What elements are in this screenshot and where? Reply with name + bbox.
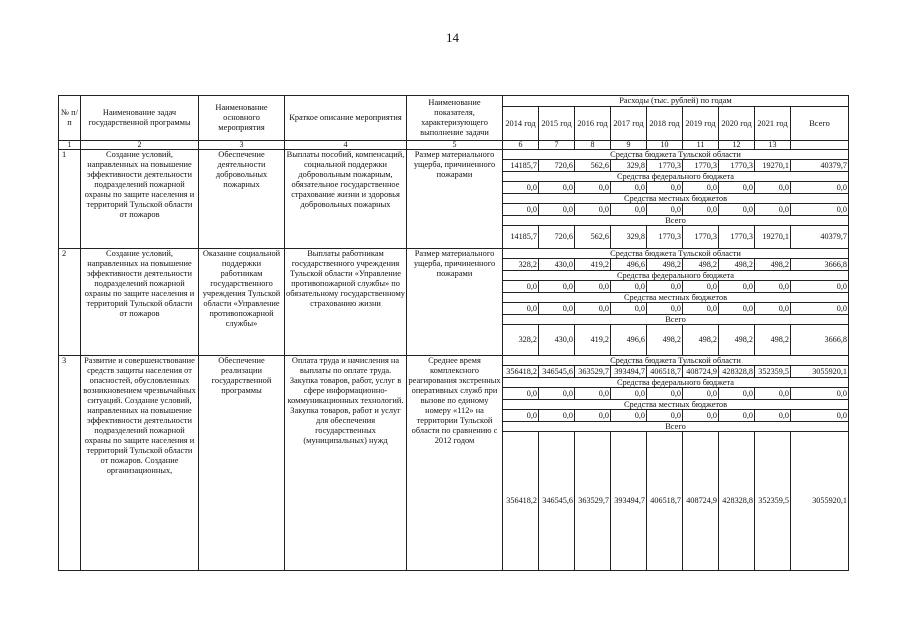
header-activity: Наименование основного мероприятия	[199, 96, 285, 141]
total-value-cell: 346545,6	[539, 432, 575, 571]
total-value-cell: 352359,5	[755, 432, 791, 571]
value-cell: 498,2	[719, 259, 755, 271]
value-cell: 0,0	[611, 410, 647, 422]
value-cell: 0,0	[503, 182, 539, 194]
header-year: 2016 год	[575, 107, 611, 141]
total-value-cell: 720,6	[539, 226, 575, 249]
header-task: Наименование задач государственной программы	[81, 96, 199, 141]
column-number: 10	[647, 141, 683, 150]
header-year: 2020 год	[719, 107, 755, 141]
value-cell: 0,0	[503, 204, 539, 216]
activity-name: Обеспечение деятельности добровольных пожарных	[199, 150, 285, 249]
column-number: 5	[407, 141, 503, 150]
total-value-cell: 419,2	[575, 325, 611, 356]
value-cell: 14185,7	[503, 160, 539, 172]
total-value-cell: 496,6	[611, 325, 647, 356]
value-cell: 0,0	[539, 410, 575, 422]
value-cell: 498,2	[755, 259, 791, 271]
value-cell: 3666,8	[791, 259, 849, 271]
value-cell: 356418,2	[503, 366, 539, 378]
value-cell: 0,0	[755, 204, 791, 216]
total-value-cell: 1770,3	[647, 226, 683, 249]
value-cell: 496,6	[611, 259, 647, 271]
value-cell: 0,0	[683, 303, 719, 315]
activity-name: Оказание социальной поддержки работникам государственного учреждения Тульской области «Управление противопожарной службы»	[199, 249, 285, 356]
value-cell: 0,0	[719, 410, 755, 422]
value-cell: 0,0	[755, 281, 791, 293]
expenses-table	[58, 95, 849, 571]
value-cell: 0,0	[791, 182, 849, 194]
value-cell: 0,0	[683, 281, 719, 293]
column-number: 12	[719, 141, 755, 150]
value-cell: 428328,8	[719, 366, 755, 378]
task-name: Развитие и совершенствование средств защиты населения от опасностей, обусловленных возникновением чрезвычайных ситуаций. Создание условий, направленных на повышение эффективности деятельности подразделений пожарной охраны по защите населения и территорий Тульской области от пожаров. Создание организационных,	[81, 356, 199, 571]
value-cell: 0,0	[647, 182, 683, 194]
value-cell: 19270,1	[755, 160, 791, 172]
value-cell: 0,0	[719, 204, 755, 216]
value-cell: 0,0	[683, 182, 719, 194]
task-name: Создание условий, направленных на повышение эффективности деятельности подразделений пожарной охраны по защите населения и территорий Тульской области от пожаров	[81, 150, 199, 249]
header-year: 2019 год	[683, 107, 719, 141]
value-cell: 430,0	[539, 259, 575, 271]
value-cell: 0,0	[647, 281, 683, 293]
total-value-cell: 3055920,1	[791, 432, 849, 571]
total-value-cell: 406518,7	[647, 432, 683, 571]
value-cell: 0,0	[611, 182, 647, 194]
value-cell: 346545,6	[539, 366, 575, 378]
indicator-name: Размер материального ущерба, причиненного пожарами	[407, 249, 503, 356]
value-cell: 0,0	[611, 281, 647, 293]
header-total: Всего	[791, 107, 849, 141]
activity-description: Выплаты пособий, компенсаций, социальной поддержки добровольным пожарным, обязательное государственное страхование жизни и здоровья добровольных пожарных	[285, 150, 407, 249]
value-cell: 0,0	[791, 388, 849, 400]
activity-name: Обеспечение реализации государственной программы	[199, 356, 285, 571]
value-cell: 0,0	[611, 388, 647, 400]
column-number: 1	[59, 141, 81, 150]
funding-label-local: Средства местных бюджетов	[503, 194, 849, 204]
header-year: 2018 год	[647, 107, 683, 141]
total-value-cell: 498,2	[719, 325, 755, 356]
header-year: 2014 год	[503, 107, 539, 141]
value-cell: 0,0	[791, 281, 849, 293]
task-name: Создание условий, направленных на повышение эффективности деятельности подразделений пожарной охраны по защите населения и территорий Тульской области от пожаров	[81, 249, 199, 356]
value-cell: 406518,7	[647, 366, 683, 378]
column-number-row	[59, 141, 849, 150]
value-cell: 0,0	[503, 410, 539, 422]
header-year: 2021 год	[755, 107, 791, 141]
value-cell: 0,0	[503, 281, 539, 293]
value-cell: 0,0	[539, 303, 575, 315]
total-value-cell: 14185,7	[503, 226, 539, 249]
funding-label-total: Всего	[503, 422, 849, 432]
header-year: 2017 год	[611, 107, 647, 141]
value-cell: 0,0	[755, 182, 791, 194]
total-value-cell: 19270,1	[755, 226, 791, 249]
total-value-cell: 498,2	[755, 325, 791, 356]
total-value-cell: 1770,3	[719, 226, 755, 249]
value-cell: 0,0	[539, 182, 575, 194]
funding-label-local: Средства местных бюджетов	[503, 293, 849, 303]
value-cell: 0,0	[611, 303, 647, 315]
table-row	[59, 249, 849, 259]
value-cell: 0,0	[719, 303, 755, 315]
column-number: 13	[755, 141, 791, 150]
total-value-cell: 428328,8	[719, 432, 755, 571]
total-value-cell: 356418,2	[503, 432, 539, 571]
value-cell: 0,0	[719, 281, 755, 293]
value-cell: 0,0	[755, 388, 791, 400]
total-value-cell: 1770,3	[683, 226, 719, 249]
value-cell: 0,0	[755, 410, 791, 422]
row-number: 3	[59, 356, 81, 571]
value-cell: 0,0	[647, 410, 683, 422]
table-row	[59, 150, 849, 160]
value-cell: 408724,9	[683, 366, 719, 378]
header-no: № п/п	[59, 96, 81, 141]
column-number: 4	[285, 141, 407, 150]
value-cell: 1770,3	[683, 160, 719, 172]
column-number: 8	[575, 141, 611, 150]
activity-description: Выплаты работникам государственного учреждения Тульской области «Управление противопожарной службы» по обязательному государственному страхованию жизни	[285, 249, 407, 356]
header-indicator: Наименование показателя, характеризующего выполнение задачи	[407, 96, 503, 141]
funding-label-federal: Средства федерального бюджета	[503, 172, 849, 182]
row-number: 2	[59, 249, 81, 356]
value-cell: 720,6	[539, 160, 575, 172]
value-cell: 0,0	[719, 388, 755, 400]
column-number: 6	[503, 141, 539, 150]
total-value-cell: 328,2	[503, 325, 539, 356]
value-cell: 0,0	[755, 303, 791, 315]
value-cell: 0,0	[539, 388, 575, 400]
total-value-cell: 498,2	[647, 325, 683, 356]
value-cell: 0,0	[791, 303, 849, 315]
value-cell: 352359,5	[755, 366, 791, 378]
total-value-cell: 329,8	[611, 226, 647, 249]
indicator-name: Среднее время комплексного реагирования экстренных оперативных служб при вызове по единому номеру «112» на территории Тульской области по сравнению с 2012 годом	[407, 356, 503, 571]
total-value-cell: 408724,9	[683, 432, 719, 571]
value-cell: 393494,7	[611, 366, 647, 378]
value-cell: 3055920,1	[791, 366, 849, 378]
activity-description: Оплата труда и начисления на выплаты по оплате труда. Закупка товаров, работ, услуг в сфере информационно-коммуникационных технологий. Закупка товаров, работ и услуг для обеспечения государственных (муниципальных) нужд	[285, 356, 407, 571]
funding-label-region: Средства бюджета Тульской области	[503, 356, 849, 366]
indicator-name: Размер материального ущерба, причиненного пожарами	[407, 150, 503, 249]
value-cell: 0,0	[575, 388, 611, 400]
funding-label-region: Средства бюджета Тульской области	[503, 249, 849, 259]
value-cell: 0,0	[503, 388, 539, 400]
value-cell: 498,2	[683, 259, 719, 271]
value-cell: 328,2	[503, 259, 539, 271]
value-cell: 0,0	[683, 204, 719, 216]
total-value-cell: 562,6	[575, 226, 611, 249]
value-cell: 0,0	[575, 204, 611, 216]
value-cell: 0,0	[647, 303, 683, 315]
total-value-cell: 393494,7	[611, 432, 647, 571]
total-value-cell: 430,0	[539, 325, 575, 356]
value-cell: 0,0	[503, 303, 539, 315]
value-cell: 363529,7	[575, 366, 611, 378]
column-number: 3	[199, 141, 285, 150]
value-cell: 0,0	[575, 182, 611, 194]
value-cell: 1770,3	[719, 160, 755, 172]
value-cell: 0,0	[683, 410, 719, 422]
value-cell: 0,0	[719, 182, 755, 194]
value-cell: 0,0	[539, 281, 575, 293]
funding-label-federal: Средства федерального бюджета	[503, 378, 849, 388]
value-cell: 329,8	[611, 160, 647, 172]
value-cell: 498,2	[647, 259, 683, 271]
value-cell: 0,0	[575, 410, 611, 422]
funding-label-total: Всего	[503, 315, 849, 325]
column-number: 11	[683, 141, 719, 150]
row-number: 1	[59, 150, 81, 249]
header-description: Краткое описание мероприятия	[285, 96, 407, 141]
value-cell: 40379,7	[791, 160, 849, 172]
value-cell: 419,2	[575, 259, 611, 271]
value-cell: 0,0	[647, 204, 683, 216]
value-cell: 0,0	[647, 388, 683, 400]
header-year: 2015 год	[539, 107, 575, 141]
total-value-cell: 3666,8	[791, 325, 849, 356]
table-row	[59, 356, 849, 366]
value-cell: 562,6	[575, 160, 611, 172]
value-cell: 0,0	[575, 281, 611, 293]
page-number: 14	[446, 30, 459, 45]
column-number: 2	[81, 141, 199, 150]
value-cell: 0,0	[791, 204, 849, 216]
funding-label-region: Средства бюджета Тульской области	[503, 150, 849, 160]
column-number: 9	[611, 141, 647, 150]
funding-label-total: Всего	[503, 216, 849, 226]
header-expenses: Расходы (тыс. рублей) по годам	[503, 96, 849, 107]
total-value-cell: 498,2	[683, 325, 719, 356]
funding-label-local: Средства местных бюджетов	[503, 400, 849, 410]
value-cell: 0,0	[791, 410, 849, 422]
value-cell: 0,0	[611, 204, 647, 216]
value-cell: 0,0	[575, 303, 611, 315]
value-cell: 0,0	[539, 204, 575, 216]
total-value-cell: 40379,7	[791, 226, 849, 249]
column-number	[791, 141, 849, 150]
funding-label-federal: Средства федерального бюджета	[503, 271, 849, 281]
total-value-cell: 363529,7	[575, 432, 611, 571]
value-cell: 0,0	[683, 388, 719, 400]
column-number: 7	[539, 141, 575, 150]
value-cell: 1770,3	[647, 160, 683, 172]
